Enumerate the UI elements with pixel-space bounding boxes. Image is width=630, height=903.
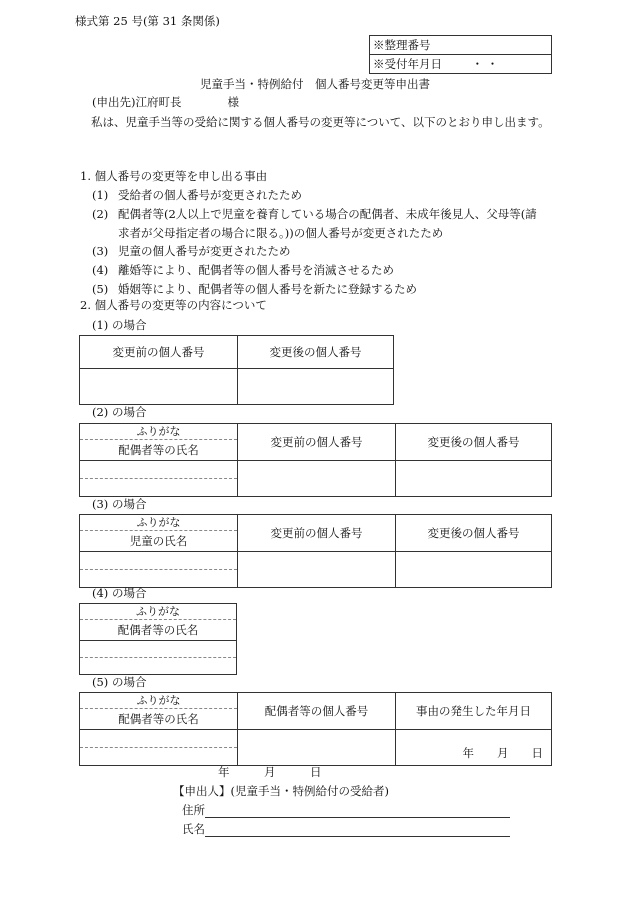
case5-name-header [80, 693, 238, 730]
case4-table [79, 603, 237, 675]
case2-furigana-label: ふりがな [80, 424, 237, 440]
case5-table [79, 692, 552, 766]
address-label: 住所 [182, 803, 205, 817]
address-field[interactable] [205, 817, 510, 818]
section1-item-text: 婚姻等により、配偶者等の個人番号を新たに登録するため [118, 282, 417, 296]
case4-label: (4) の場合 [92, 586, 147, 600]
case1-after-header: 変更後の個人番号 [238, 336, 394, 369]
case3-label: (3) の場合 [92, 497, 147, 511]
case2-name-header [80, 424, 238, 461]
section1-item-text: 求者が父母指定者の場合に限る。))の個人番号が変更されたため [118, 226, 444, 240]
uketsuke-date-dots: ・ ・ [471, 57, 499, 71]
case2-before-header: 変更前の個人番号 [238, 424, 396, 461]
case1-label: (1) の場合 [92, 318, 147, 332]
case5-label: (5) の場合 [92, 675, 147, 689]
name-label: 氏名 [182, 822, 205, 836]
case5-event-date-header: 事由の発生した年月日 [396, 693, 552, 730]
case2-table [79, 423, 552, 497]
form-title: 児童手当・特例給付 個人番号変更等申出書 [200, 77, 430, 91]
case5-event-date-input[interactable] [396, 730, 552, 766]
case4-spouse-name-label: 配偶者等の氏名 [117, 623, 199, 637]
case3-name-input[interactable] [80, 552, 238, 588]
case2-label: (2) の場合 [92, 405, 147, 419]
case5-spouse-number-header: 配偶者等の個人番号 [238, 693, 396, 730]
section1-item-number: (4) [92, 263, 109, 277]
name-field[interactable] [205, 836, 510, 837]
section1-item-text: 離婚等により、配偶者等の個人番号を消滅させるため [118, 263, 394, 277]
case2-before-digits[interactable] [238, 461, 396, 497]
case5-spouse-digits[interactable] [238, 730, 396, 766]
section1-item-text: 児童の個人番号が変更されたため [118, 244, 291, 258]
case2-name-input[interactable] [80, 461, 238, 497]
case4-name-header [80, 604, 237, 641]
seiri-number-label: ※整理番号 [370, 36, 552, 55]
case5-ymd-label: 年 月 日 [462, 746, 543, 760]
uketsuke-date-label: ※受付年月日 [373, 57, 442, 71]
case5-furigana-label: ふりがな [80, 693, 237, 709]
form-number: 様式第 25 号(第 31 条関係) [75, 14, 220, 28]
uketsuke-date-cell [370, 55, 552, 74]
case3-name-header [80, 515, 238, 552]
section1-item-number: (2) [92, 207, 109, 221]
case2-after-header: 変更後の個人番号 [396, 424, 552, 461]
section1-item-text: 配偶者等(2人以上で児童を養育している場合の配偶者、未成年後見人、父母等(請 [118, 207, 537, 221]
case3-after-digits[interactable] [396, 552, 552, 588]
case3-furigana-label: ふりがな [80, 515, 237, 531]
case3-before-digits[interactable] [238, 552, 396, 588]
section1-item-text: 受給者の個人番号が変更されたため [118, 188, 302, 202]
case1-after-digits[interactable] [238, 369, 394, 405]
intro-text: 私は、児童手当等の受給に関する個人番号の変更等について、以下のとおり申し出ます。 [91, 115, 550, 129]
submission-date: 年 月 日 [218, 765, 322, 779]
case5-name-input[interactable] [80, 730, 238, 766]
section1-heading: 1. 個人番号の変更等を申し出る事由 [80, 169, 268, 183]
case3-child-name-label: 児童の氏名 [129, 534, 188, 548]
case3-before-header: 変更前の個人番号 [238, 515, 396, 552]
section2-heading: 2. 個人番号の変更等の内容について [80, 298, 267, 312]
case4-furigana-label: ふりがな [80, 604, 236, 620]
applicant-heading: 【申出人】(児童手当・特例給付の受給者) [173, 784, 389, 798]
section1-item-number: (3) [92, 244, 109, 258]
case5-spouse-name-label: 配偶者等の氏名 [118, 712, 199, 726]
section1-item-number: (5) [92, 282, 109, 296]
case1-table [79, 335, 394, 405]
admin-box [369, 35, 552, 74]
case1-before-header: 変更前の個人番号 [80, 336, 238, 369]
case2-spouse-name-label: 配偶者等の氏名 [118, 443, 199, 457]
case1-before-digits[interactable] [80, 369, 238, 405]
case4-name-input[interactable] [80, 641, 237, 675]
case3-table [79, 514, 552, 588]
addressee: (申出先)江府町長 様 [92, 95, 239, 109]
section1-item-number: (1) [92, 188, 109, 202]
case3-after-header: 変更後の個人番号 [396, 515, 552, 552]
case2-after-digits[interactable] [396, 461, 552, 497]
